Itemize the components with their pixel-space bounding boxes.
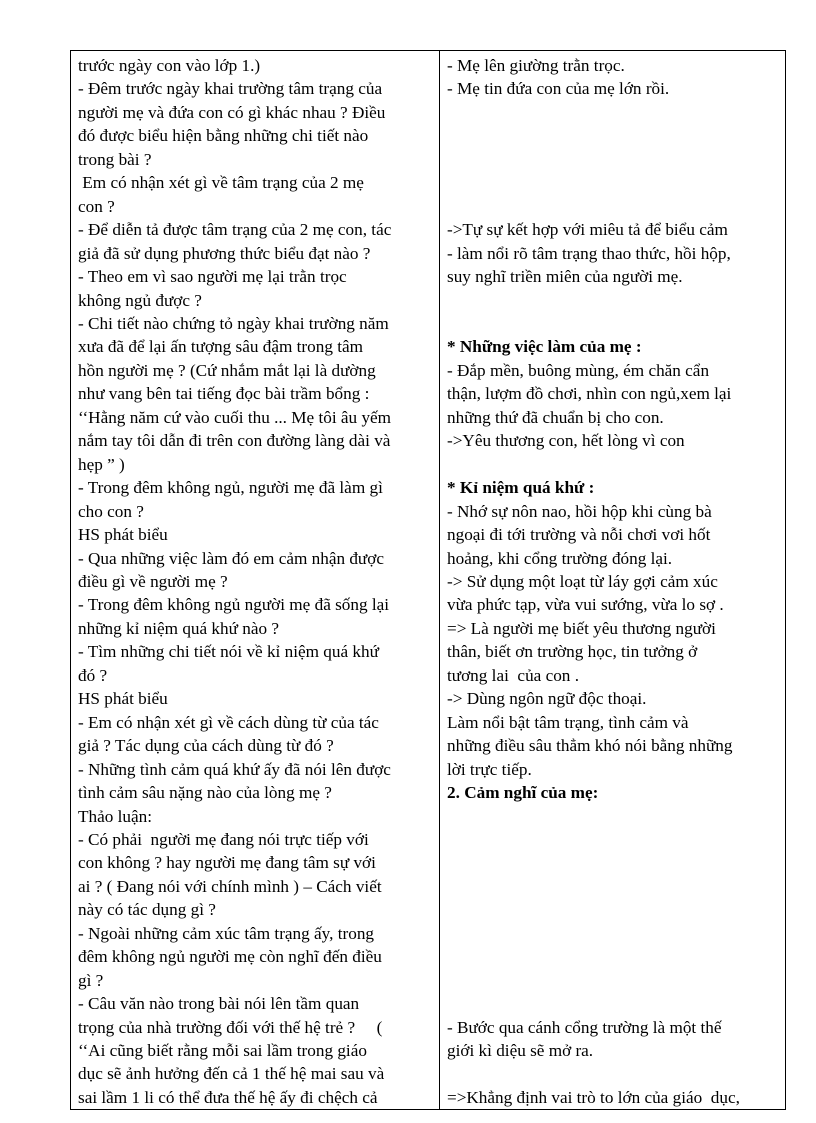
right-text-line [447, 312, 779, 335]
left-text-line: - Em có nhận xét gì về cách dùng từ của tác [78, 712, 379, 732]
left-text-line: cho con ? [78, 501, 144, 521]
left-text-line: Em có nhận xét gì về tâm trạng của 2 mẹ [78, 173, 364, 193]
left-text-line: hẹp ” ) [78, 454, 125, 474]
left-text-line: trong bài ? [78, 149, 152, 169]
right-text-line: - Bước qua cánh cổng trường là một thế [447, 1017, 722, 1037]
left-text-line: không ngủ được ? [78, 290, 202, 310]
right-text-line [447, 828, 779, 851]
right-text-line [447, 898, 779, 921]
left-text-line: dục sẽ ảnh hưởng đến cả 1 thế hệ mai sau và [78, 1064, 385, 1084]
section-heading: * Kỉ niệm quá khứ : [447, 478, 595, 498]
right-text-line [447, 875, 779, 898]
left-text-line: - Đêm trước ngày khai trường tâm trạng của [78, 79, 383, 99]
right-text-line: ->Tự sự kết hợp với miêu tả để biểu cảm [447, 220, 728, 240]
right-text-line: ->Yêu thương con, hết lòng vì con [447, 431, 685, 451]
table-row [71, 51, 786, 1110]
left-text-line: - Những tình cảm quá khứ ấy đã nói lên được [78, 759, 391, 779]
left-text-line: - Để diễn tả được tâm trạng của 2 mẹ con, tác [78, 220, 392, 240]
left-text-line: - Có phải người mẹ đang nói trực tiếp với [78, 829, 369, 849]
left-text-line: xưa đã để lại ấn tượng sâu đậm trong tâm [78, 337, 363, 357]
right-text-line: - Mẹ lên giường trằn trọc. [447, 56, 625, 75]
right-text-line: thận, lượm đồ chơi, nhìn con ngủ,xem lại [447, 384, 732, 404]
lesson-content-column [440, 51, 786, 1110]
left-text-line: - Ngoài những cảm xúc tâm trạng ấy, trong [78, 923, 375, 943]
right-text-line: - Nhớ sự nôn nao, hồi hộp khi cùng bà [447, 501, 712, 521]
left-text-line: giả đã sử dụng phương thức biểu đạt nào ? [78, 243, 371, 263]
right-text-line [447, 453, 779, 476]
left-text-line: những kỉ niệm quá khứ nào ? [78, 618, 279, 638]
right-text-line: ngoại đi tới trường và nỗi chơi vơi hốt [447, 525, 711, 545]
section-heading: * Những việc làm của mẹ : [447, 337, 642, 357]
left-text-line: - Chi tiết nào chứng tỏ ngày khai trường năm [78, 313, 389, 333]
right-text-line: - Mẹ tin đứa con của mẹ lớn rồi. [447, 79, 670, 99]
left-text-line: tình cảm sâu nặng nào của lòng mẹ ? [78, 783, 332, 803]
right-text-line [447, 805, 779, 828]
left-text-line: trọng của nhà trường đối với thế hệ trẻ ? ( [78, 1017, 383, 1037]
left-text-line: điều gì về người mẹ ? [78, 571, 228, 591]
left-text-line: HS phát biểu [78, 689, 168, 709]
teacher-student-activity-column [71, 51, 440, 1110]
right-text-line: -> Dùng ngôn ngữ độc thoại. [447, 689, 647, 709]
right-text-line [447, 195, 779, 218]
right-text-line [447, 101, 779, 124]
right-text-line: - làm nổi rõ tâm trạng thao thức, hồi hộp, [447, 243, 731, 263]
left-text-line: người mẹ và đứa con có gì khác nhau ? Điều [78, 102, 386, 122]
right-text-line [447, 1062, 779, 1085]
right-text-line [447, 922, 779, 945]
left-text-line: HS phát biểu [78, 525, 168, 545]
left-text-line: - Trong đêm không ngủ người mẹ đã sống lại [78, 595, 390, 615]
right-text-line: vừa phức tạp, vừa vui sướng, vừa lo sợ . [447, 595, 724, 615]
right-text-line: thân, biết ơn trường học, tin tưởng ở [447, 642, 698, 662]
left-text-line: như vang bên tai tiếng đọc bài trầm bổng : [78, 384, 370, 404]
right-text-line [447, 969, 779, 992]
right-text-line: => Là người mẹ biết yêu thương người [447, 618, 716, 638]
left-text-line: - Theo em vì sao người mẹ lại trằn trọc [78, 267, 347, 287]
left-text-line: - Trong đêm không ngủ, người mẹ đã làm gì [78, 478, 383, 498]
right-text-line [447, 851, 779, 874]
lesson-plan-table [70, 50, 786, 1110]
left-text-line: ai ? ( Đang nói với chính mình ) – Cách viết [78, 876, 382, 896]
left-text-line: - Qua những việc làm đó em cảm nhận được [78, 548, 384, 568]
left-text-line: ‘‘Ai cũng biết rằng mỗi sai lầm trong giáo [78, 1041, 367, 1061]
left-text-line: - Câu văn nào trong bài nói lên tầm quan [78, 994, 360, 1014]
left-text-line: sai lầm 1 li có thể đưa thế hệ ấy đi chệch cả [78, 1087, 378, 1107]
right-text-line [447, 171, 779, 194]
right-text-line: - Đắp mền, buông mùng, ém chăn cẩn [447, 360, 710, 380]
right-text-line [447, 945, 779, 968]
right-text-line: Làm nổi bật tâm trạng, tình cảm và [447, 712, 689, 732]
right-text-line: hoảng, khi cổng trường đóng lại. [447, 548, 673, 568]
right-text-line: giới kì diệu sẽ mở ra. [447, 1041, 594, 1061]
right-text-line: những thứ đã chuẩn bị cho con. [447, 407, 664, 427]
right-text-line: -> Sử dụng một loạt từ láy gợi cảm xúc [447, 571, 718, 591]
left-text-line: nắm tay tôi dẫn đi trên con đường làng dài và [78, 431, 391, 451]
right-text-line: những điều sâu thẳm khó nói bằng những [447, 736, 733, 756]
left-text-line: trước ngày con vào lớp 1.) [78, 56, 261, 75]
left-text-line: ‘‘Hằng năm cứ vào cuối thu ... Mẹ tôi âu yếm [78, 407, 392, 427]
right-text-line [447, 124, 779, 147]
right-text-line: tương lai của con . [447, 665, 579, 685]
left-text-line: con ? [78, 196, 115, 216]
left-text-line: con không ? hay người mẹ đang tâm sự với [78, 853, 376, 873]
left-text-line: đó ? [78, 665, 108, 685]
left-text-line: đó được biểu hiện bằng những chi tiết nào [78, 126, 369, 146]
left-text-line: giả ? Tác dụng của cách dùng từ đó ? [78, 736, 334, 756]
left-text-line: đêm không ngủ người mẹ còn nghĩ đến điều [78, 947, 382, 967]
left-text-line: này có tác dụng gì ? [78, 900, 216, 920]
left-text-line: gì ? [78, 970, 104, 990]
left-text-line: hồn người mẹ ? (Cứ nhắm mắt lại là dường [78, 360, 376, 380]
left-text-line: Thảo luận: [78, 806, 152, 826]
right-text-line: =>Khẳng định vai trò to lớn của giáo dục, [447, 1087, 740, 1107]
right-text-line: lời trực tiếp. [447, 759, 532, 779]
right-text-line [447, 992, 779, 1015]
right-text-line [447, 148, 779, 171]
section-heading: 2. Cảm nghĩ của mẹ: [447, 783, 599, 803]
right-text-line: suy nghĩ triền miên của người mẹ. [447, 267, 683, 287]
left-text-line: - Tìm những chi tiết nói về kỉ niệm quá khứ [78, 642, 379, 662]
right-text-line [447, 289, 779, 312]
